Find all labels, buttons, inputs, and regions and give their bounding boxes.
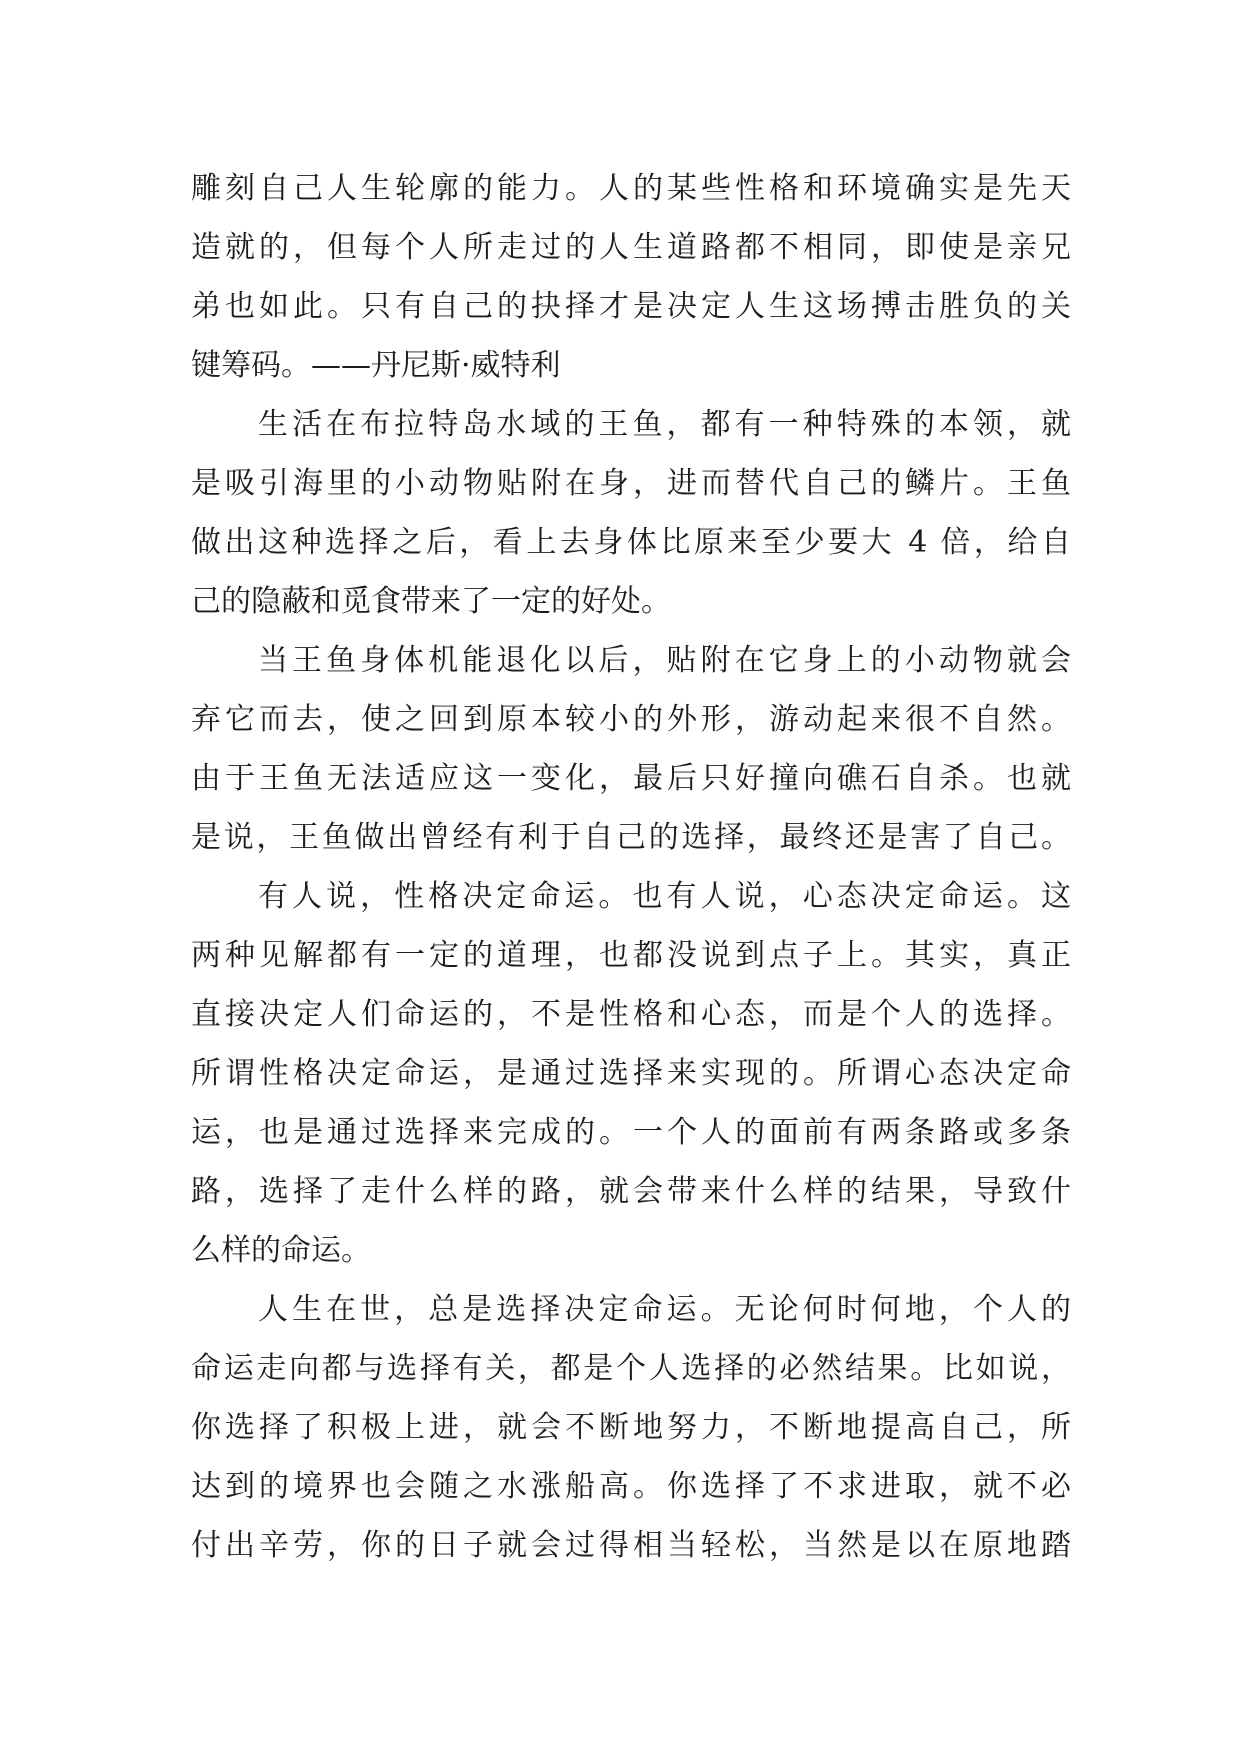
text-line: 两种见解都有一定的道理，也都没说到点子上。其实，真正 (191, 938, 1071, 973)
text-line: 由于王鱼无法适应这一变化，最后只好撞向礁石自杀。也就 (191, 761, 1071, 796)
text-line: 所谓性格决定命运，是通过选择来实现的。所谓心态决定命 (191, 1056, 1071, 1091)
paragraph-2 (191, 395, 1071, 631)
text-line: 有人说，性格决定命运。也有人说，心态决定命运。这 (258, 879, 1071, 914)
text-line: 直接决定人们命运的，不是性格和心态，而是个人的选择。 (191, 997, 1071, 1032)
text-line: 己的隐蔽和觅食带来了一定的好处。 (191, 584, 671, 619)
paragraph-1 (191, 159, 1071, 395)
text-line: 人生在世，总是选择决定命运。无论何时何地，个人的 (258, 1292, 1071, 1327)
text-line: 是吸引海里的小动物贴附在身，进而替代自己的鳞片。王鱼 (191, 466, 1071, 501)
text-line: 弃它而去，使之回到原本较小的外形，游动起来很不自然。 (191, 702, 1071, 737)
paragraph-5 (191, 1280, 1071, 1575)
text-line: 雕刻自己人生轮廓的能力。人的某些性格和环境确实是先天 (191, 171, 1071, 206)
text-line: 么样的命运。 (191, 1233, 371, 1268)
text-line: 当王鱼身体机能退化以后，贴附在它身上的小动物就会 (258, 643, 1071, 678)
paragraph-3 (191, 631, 1071, 867)
text-line: 是说，王鱼做出曾经有利于自己的选择，最终还是害了自己。 (191, 820, 1071, 855)
document-body (191, 159, 1071, 1575)
text-line: 你选择了积极上进，就会不断地努力，不断地提高自己，所 (191, 1410, 1071, 1445)
paragraph-4 (191, 867, 1071, 1280)
text-line: 生活在布拉特岛水域的王鱼，都有一种特殊的本领，就 (258, 407, 1071, 442)
text-line: 路，选择了走什么样的路，就会带来什么样的结果，导致什 (191, 1174, 1071, 1209)
text-line: 运，也是通过选择来完成的。一个人的面前有两条路或多条 (191, 1115, 1071, 1150)
text-line: 达到的境界也会随之水涨船高。你选择了不求进取，就不必 (191, 1469, 1071, 1504)
text-line: 命运走向都与选择有关，都是个人选择的必然结果。比如说， (191, 1351, 1071, 1386)
text-line: 键筹码。——丹尼斯·威特利 (191, 348, 561, 383)
text-line: 造就的，但每个人所走过的人生道路都不相同，即使是亲兄 (191, 230, 1071, 265)
text-line: 弟也如此。只有自己的抉择才是决定人生这场搏击胜负的关 (191, 289, 1071, 324)
text-line: 做出这种选择之后，看上去身体比原来至少要大 4 倍，给自 (191, 525, 1071, 560)
text-line: 付出辛劳，你的日子就会过得相当轻松，当然是以在原地踏 (191, 1528, 1071, 1563)
